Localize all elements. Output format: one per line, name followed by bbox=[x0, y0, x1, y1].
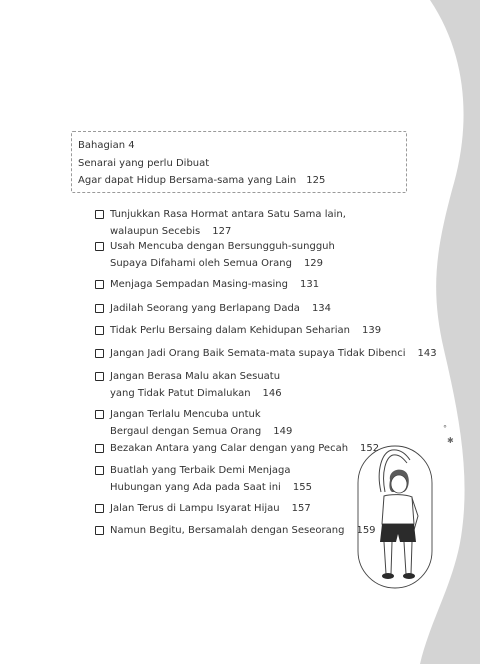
toc-item-page: 129 bbox=[303, 258, 324, 269]
toc-item-line2-text: Hubungan yang Ada pada Saat ini bbox=[110, 482, 281, 493]
toc-item bbox=[95, 300, 331, 317]
toc-item-line2-text: walaupun Secebis bbox=[110, 226, 201, 237]
toc-item bbox=[95, 368, 282, 402]
checkbox-icon bbox=[95, 504, 104, 513]
toc-item-page: 159 bbox=[356, 525, 376, 536]
toc-item-row bbox=[110, 500, 311, 517]
toc-item-page: 149 bbox=[273, 426, 293, 437]
toc-item bbox=[95, 238, 335, 272]
stretching-person-illustration bbox=[352, 440, 442, 592]
checkbox-icon bbox=[95, 304, 104, 313]
toc-item bbox=[95, 206, 346, 240]
toc-item-line1: Jangan Jadi Orang Baik Semata-mata supaya Tidak Dibenci bbox=[110, 348, 406, 359]
toc-item-line1: Bezakan Antara yang Calar dengan yang Pecah bbox=[110, 443, 349, 454]
toc-item-page: 146 bbox=[262, 388, 282, 399]
toc-item-line1: Namun Begitu, Bersamalah dengan Seseorang bbox=[110, 525, 345, 536]
section-title-line2 bbox=[78, 175, 325, 187]
toc-item-line1: Tunjukkan Rasa Hormat antara Satu Sama lain, bbox=[110, 209, 346, 220]
toc-item-page: 131 bbox=[299, 279, 320, 290]
toc-item bbox=[95, 322, 381, 339]
checkbox-icon bbox=[95, 372, 104, 381]
sparkle-icon: ° bbox=[443, 424, 447, 433]
section-header bbox=[71, 131, 407, 193]
toc-item-row bbox=[110, 300, 331, 317]
toc-item-page: 152 bbox=[360, 443, 380, 454]
checkbox-icon bbox=[95, 410, 104, 419]
checkbox-icon bbox=[95, 326, 104, 335]
toc-item-page: 143 bbox=[417, 348, 437, 359]
toc-item-page: 127 bbox=[212, 226, 232, 237]
toc-item-line2 bbox=[110, 255, 335, 272]
section-page: 125 bbox=[306, 175, 326, 186]
toc-item-line2 bbox=[110, 479, 312, 496]
toc-item-line2 bbox=[110, 385, 282, 402]
toc-item bbox=[95, 440, 379, 457]
checkbox-icon bbox=[95, 466, 104, 475]
toc-item bbox=[95, 522, 376, 539]
toc-item-line1: Jalan Terus di Lampu Isyarat Hijau bbox=[110, 503, 280, 514]
toc-item bbox=[95, 500, 311, 517]
toc-item-line1: Menjaga Sempadan Masing-masing bbox=[110, 279, 288, 290]
toc-item bbox=[95, 462, 312, 496]
toc-item-line1: Jangan Berasa Malu akan Sesuatu bbox=[110, 371, 281, 382]
toc-item-line2 bbox=[110, 423, 292, 440]
checkbox-icon bbox=[95, 210, 104, 219]
section-part: Bahagian 4 bbox=[78, 140, 135, 151]
toc-item-line2-text: Supaya Difahami oleh Semua Orang bbox=[110, 258, 292, 269]
checkbox-icon bbox=[95, 242, 104, 251]
toc-item-row bbox=[110, 322, 381, 339]
toc-item bbox=[95, 345, 437, 362]
sparkle-icon: ✱ bbox=[447, 436, 454, 445]
checkbox-icon bbox=[95, 280, 104, 289]
toc-item-line2-text: yang Tidak Patut Dimalukan bbox=[110, 388, 251, 399]
toc-item-page: 155 bbox=[292, 482, 312, 493]
toc-item-page: 139 bbox=[362, 325, 382, 336]
toc-item-row bbox=[110, 440, 379, 457]
section-title-line1: Senarai yang perlu Dibuat bbox=[78, 158, 210, 169]
toc-item bbox=[95, 406, 292, 440]
toc-item-line1: Jadilah Seorang yang Berlapang Dada bbox=[110, 303, 300, 314]
checkbox-icon bbox=[95, 444, 104, 453]
toc-item-line1: Buatlah yang Terbaik Demi Menjaga bbox=[110, 465, 291, 476]
section-title-text: Agar dapat Hidup Bersama-sama yang Lain bbox=[78, 175, 297, 186]
toc-item-row bbox=[110, 345, 437, 362]
toc-item-row bbox=[110, 276, 319, 293]
toc-item-line1: Usah Mencuba dengan Bersungguh-sungguh bbox=[110, 241, 335, 252]
checkbox-icon bbox=[95, 526, 104, 535]
toc-item-page: 134 bbox=[311, 303, 332, 314]
toc-item-line1: Jangan Terlalu Mencuba untuk bbox=[110, 409, 261, 420]
checkbox-icon bbox=[95, 349, 104, 358]
toc-item bbox=[95, 276, 319, 293]
toc-item-line1: Tidak Perlu Bersaing dalam Kehidupan Seharian bbox=[110, 325, 350, 336]
toc-item-row bbox=[110, 522, 376, 539]
toc-item-page: 157 bbox=[291, 503, 311, 514]
toc-item-line2-text: Bergaul dengan Semua Orang bbox=[110, 426, 262, 437]
